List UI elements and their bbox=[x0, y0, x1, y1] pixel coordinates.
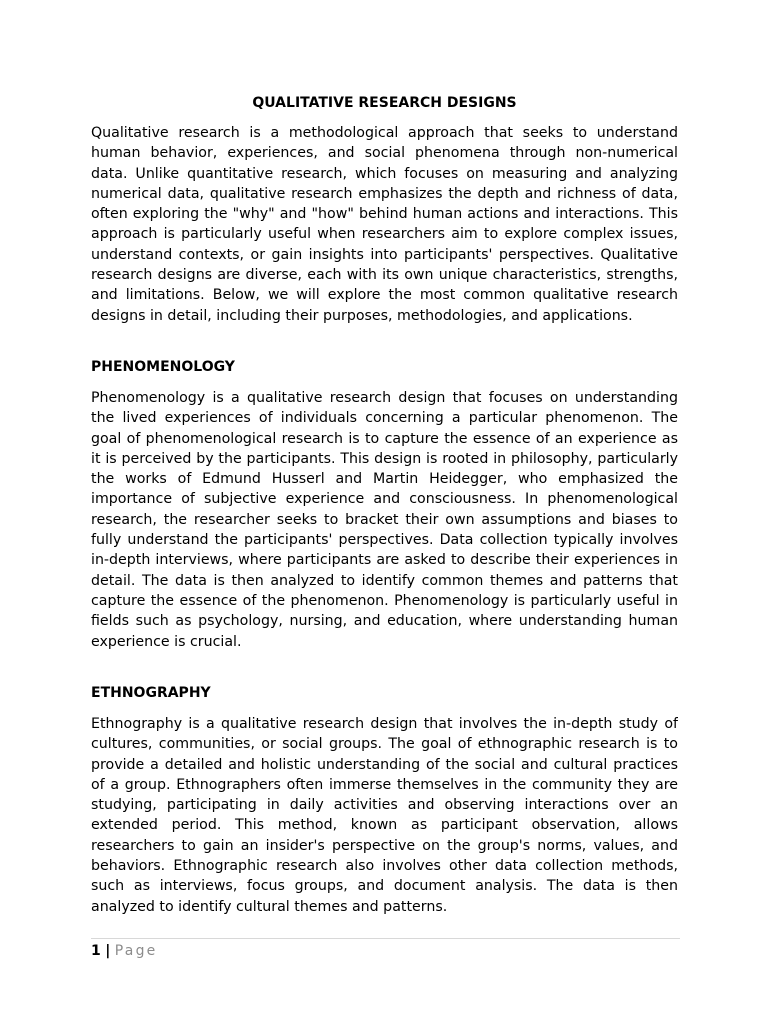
section-heading-ethnography: ETHNOGRAPHY bbox=[91, 685, 211, 701]
document-page bbox=[91, 0, 678, 1024]
footer-divider bbox=[91, 938, 680, 939]
page-label: Page bbox=[114, 943, 158, 959]
document-title: QUALITATIVE RESEARCH DESIGNS bbox=[252, 95, 517, 111]
page-footer bbox=[91, 941, 157, 961]
page-number: 1 bbox=[91, 943, 101, 959]
section-heading-phenomenology: PHENOMENOLOGY bbox=[91, 359, 235, 375]
section-body-ethnography: Ethnography is a qualitative research design that involves the in-depth study of cultures, communities, or social groups. The goal of ethnographic research is to provide a detailed and holistic understanding of the social and cultural practices of a group. Ethnographers often immerse themselves in the community they are studying, participating in daily activities and observing interactions over an extended period. This method, known as participant observation, allows researchers to gain an insider's perspective on the group's norms, values, and behaviors. Ethnographic research also involves other data collection methods, such as interviews, focus groups, and document analysis. The data is then analyzed to identify cultural themes and patterns. bbox=[91, 716, 678, 915]
footer-separator: | bbox=[105, 943, 111, 959]
intro-paragraph: Qualitative research is a methodological approach that seeks to understand human behavior, experiences, and social phenomena through non-numerical data. Unlike quantitative research, which focuses on measuring and analyzing numerical data, qualitative research emphasizes the depth and richness of data, often exploring the "why" and "how" behind human actions and interactions. This approach is particularly useful when researchers aim to explore complex issues, understand contexts, or gain insights into participants' perspectives. Qualitative research designs are diverse, each with its own unique characteristics, strengths, and limitations. Below, we will explore the most common qualitative research designs in detail, including their purposes, methodologies, and applications. bbox=[91, 125, 678, 324]
section-body-phenomenology: Phenomenology is a qualitative research design that focuses on understanding the lived experiences of individuals concerning a particular phenomenon. The goal of phenomenological research is to capture the essence of an experience as it is perceived by the participants. This design is rooted in philosophy, particularly the works of Edmund Husserl and Martin Heidegger, who emphasized the importance of subjective experience and consciousness. In phenomenological research, the researcher seeks to bracket their own assumptions and biases to fully understand the participants' perspectives. Data collection typically involves in-depth interviews, where participants are asked to describe their experiences in detail. The data is then analyzed to identify common themes and patterns that capture the essence of the phenomenon. Phenomenology is particularly useful in fields such as psychology, nursing, and education, where understanding human experience is crucial. bbox=[91, 390, 678, 650]
